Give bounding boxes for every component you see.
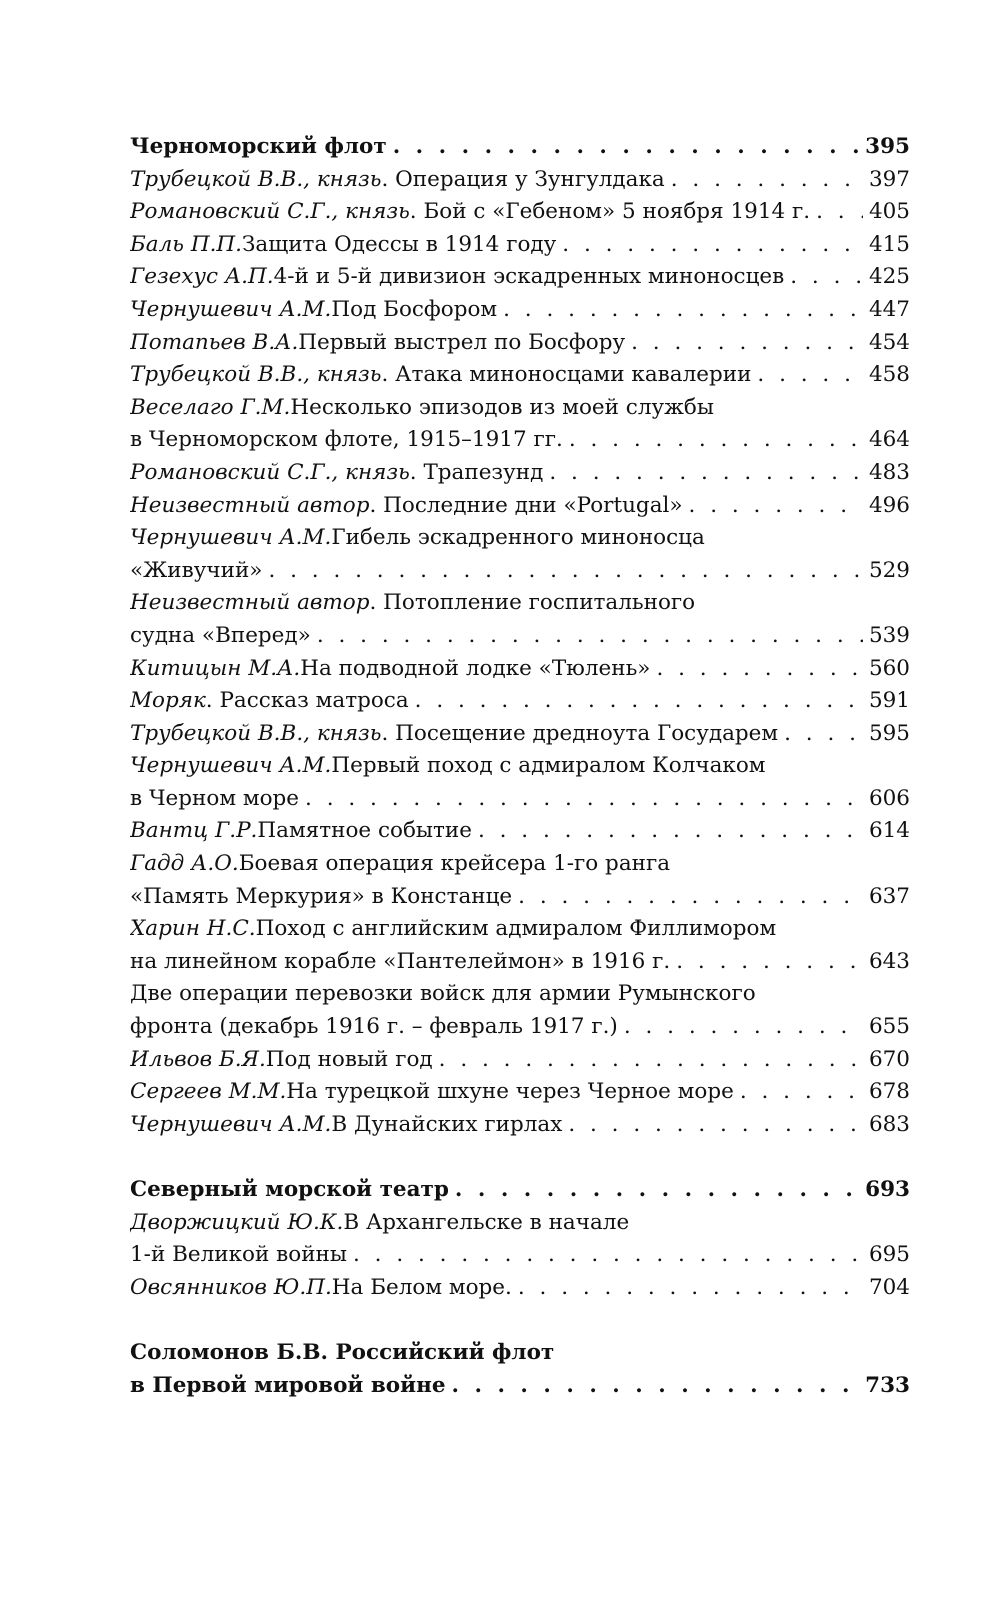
entry-title: . Посещение дредноута Государем	[381, 720, 779, 746]
entry-title: . Рассказ матроса	[205, 688, 409, 714]
entry-title: 4-й и 5-й дивизион эскадренных миноносцев	[273, 264, 785, 290]
toc-entry	[130, 848, 910, 881]
page-number: 733	[865, 1372, 910, 1398]
toc-entry-cont	[130, 946, 910, 979]
dot-leader	[816, 196, 863, 229]
entry-title: Защита Одессы в 1914 году	[242, 231, 557, 257]
page-number: 591	[868, 688, 910, 714]
toc-entry-cont	[130, 1011, 910, 1044]
dot-leader	[740, 1076, 863, 1109]
dot-leader	[478, 815, 863, 848]
page-number: 447	[868, 296, 910, 322]
section-heading	[130, 131, 910, 164]
entry-author: Гезехус А.П.	[130, 264, 274, 290]
page-number: 405	[868, 199, 910, 225]
section-spacer	[130, 1141, 910, 1174]
toc-entry	[130, 587, 910, 620]
page-number: 695	[868, 1242, 910, 1268]
entry-title: . Потопление госпитального	[369, 590, 696, 616]
dot-leader	[452, 1370, 860, 1403]
entry-title: . Последние дни «Portugal»	[369, 492, 683, 518]
page-number: 425	[868, 264, 910, 290]
entry-author: Романовский С.Г., князь	[130, 199, 410, 225]
page-number: 655	[868, 1014, 910, 1040]
page-number: 606	[868, 785, 910, 811]
toc-entry	[130, 522, 910, 555]
toc-entry	[130, 1044, 910, 1077]
entry-title: Несколько эпизодов из моей службы	[290, 394, 714, 420]
toc-entry-cont	[130, 1239, 910, 1272]
section-heading-title: Северный морской театр	[130, 1177, 449, 1202]
entry-title: В Архангельске в начале	[343, 1209, 630, 1235]
entry-author: Моряк	[130, 688, 206, 714]
entry-author: Ильвов Б.Я.	[130, 1046, 266, 1072]
dot-leader	[415, 685, 863, 718]
page-number: 678	[868, 1079, 910, 1105]
dot-leader	[353, 1239, 863, 1272]
entry-author: Вантц Г.Р.	[130, 818, 258, 844]
entry-title: Две операции перевозки войск для армии Румынского	[130, 981, 756, 1007]
dot-leader	[268, 555, 863, 588]
section-spacer	[130, 1304, 910, 1337]
entry-author: Трубецкой В.В., князь	[130, 362, 382, 388]
entry-author: Сергеев М.М.	[130, 1079, 287, 1105]
entry-title-cont: фронта (декабрь 1916 г. – февраль 1917 г.)	[130, 1014, 618, 1040]
toc-entry	[130, 718, 910, 751]
entry-title: Под новый год	[265, 1046, 433, 1072]
dot-leader	[569, 424, 863, 457]
dot-leader	[305, 783, 863, 816]
page-number: 529	[868, 557, 910, 583]
entry-title-cont: «Живучий»	[130, 557, 263, 583]
page-number: 454	[868, 329, 910, 355]
dot-leader	[757, 359, 863, 392]
dot-leader	[676, 946, 863, 979]
dot-leader	[518, 1272, 863, 1305]
page-number: 464	[868, 427, 910, 453]
entry-author: Неизвестный автор	[130, 590, 370, 616]
dot-leader	[631, 327, 863, 360]
dot-leader	[790, 261, 863, 294]
entry-title: В Дунайских гирлах	[331, 1111, 563, 1137]
toc-entry	[130, 164, 910, 197]
toc-entry-cont	[130, 555, 910, 588]
page-number: 539	[868, 622, 910, 648]
page-number: 496	[868, 492, 910, 518]
toc-entry-cont	[130, 881, 910, 914]
entry-title: На подводной лодке «Тюлень»	[300, 655, 651, 681]
entry-title: . Атака миноносцами кавалерии	[381, 362, 752, 388]
page-number: 683	[868, 1111, 910, 1137]
toc-entry-cont	[130, 424, 910, 457]
section-heading	[130, 1337, 910, 1370]
entry-author: Неизвестный автор	[130, 492, 370, 518]
toc-entry	[130, 653, 910, 686]
toc-entry	[130, 685, 910, 718]
toc-entry	[130, 815, 910, 848]
entry-title: На Белом море.	[331, 1274, 512, 1300]
page-number: 595	[868, 720, 910, 746]
dot-leader	[624, 1011, 863, 1044]
section-heading-title-cont: в Первой мировой войне	[130, 1372, 446, 1398]
entry-author: Харин Н.С.	[130, 916, 256, 942]
toc-entry	[130, 229, 910, 262]
toc-entry	[130, 1076, 910, 1109]
entry-author: Китицын М.А.	[130, 655, 301, 681]
entry-author: Дворжицкий Ю.К.	[130, 1209, 344, 1235]
entry-author: Чернушевич А.М.	[130, 525, 332, 551]
toc-entry-cont	[130, 620, 910, 653]
entry-title-cont: в Черноморском флоте, 1915–1917 гг.	[130, 427, 563, 453]
entry-title-cont: 1-й Великой войны	[130, 1242, 347, 1268]
toc-entry	[130, 359, 910, 392]
entry-title: Под Босфором	[331, 296, 498, 322]
entry-title: На турецкой шхуне через Черное море	[286, 1079, 734, 1105]
page-number: 637	[868, 883, 910, 909]
toc-entry-cont	[130, 783, 910, 816]
entry-author: Баль П.П.	[130, 231, 243, 257]
dot-leader	[455, 1174, 859, 1207]
entry-title: Гибель эскадренного миноносца	[331, 525, 705, 551]
toc-entry	[130, 978, 910, 1011]
toc-entry	[130, 327, 910, 360]
toc-entry	[130, 196, 910, 229]
entry-author: Трубецкой В.В., князь	[130, 166, 382, 192]
dot-leader	[562, 229, 863, 262]
entry-title: Боевая операция крейсера 1-го ранга	[238, 851, 671, 877]
toc-entry	[130, 294, 910, 327]
entry-title: Поход с английским адмиралом Филлимором	[255, 916, 777, 942]
entry-title-cont: судна «Вперед»	[130, 622, 311, 648]
entry-author: Чернушевич А.М.	[130, 1111, 332, 1137]
dot-leader	[317, 620, 863, 653]
dot-leader	[568, 1109, 863, 1142]
entry-title: . Операция у Зунгулдака	[381, 166, 665, 192]
dot-leader	[439, 1044, 863, 1077]
section-heading-title: Черноморский флот	[130, 134, 387, 159]
page-number: 483	[868, 459, 910, 485]
dot-leader	[503, 294, 863, 327]
page-number: 693	[865, 1177, 910, 1202]
section-heading-title: Соломонов Б.В. Российский флот	[130, 1339, 555, 1365]
dot-leader	[518, 881, 863, 914]
dot-leader	[549, 457, 863, 490]
toc-entry	[130, 490, 910, 523]
entry-author: Потапьев В.А.	[130, 329, 299, 355]
entry-title: Памятное событие	[257, 818, 472, 844]
dot-leader	[656, 653, 862, 686]
entry-title-cont: на линейном корабле «Пантелеймон» в 1916 г.	[130, 948, 671, 974]
toc-entry	[130, 1109, 910, 1142]
toc-entry	[130, 913, 910, 946]
entry-author: Чернушевич А.М.	[130, 296, 332, 322]
dot-leader	[393, 131, 859, 164]
toc-entry	[130, 750, 910, 783]
toc-entry	[130, 261, 910, 294]
entry-author: Веселаго Г.М.	[130, 394, 291, 420]
toc-entry	[130, 1207, 910, 1240]
entry-title-cont: «Память Меркурия» в Констанце	[130, 883, 513, 909]
toc-entry	[130, 392, 910, 425]
toc-entry	[130, 457, 910, 490]
entry-title: Первый поход с адмиралом Колчаком	[331, 753, 766, 779]
dot-leader	[784, 718, 863, 751]
dot-leader	[671, 164, 863, 197]
page-number: 670	[868, 1046, 910, 1072]
dot-leader	[689, 490, 863, 523]
entry-title: . Бой с «Гебеном» 5 ноября 1914 г.	[409, 199, 811, 225]
entry-author: Романовский С.Г., князь	[130, 459, 410, 485]
entry-author: Чернушевич А.М.	[130, 753, 332, 779]
page-number: 415	[868, 231, 910, 257]
page-number: 614	[868, 818, 910, 844]
page-number: 395	[865, 134, 910, 159]
section-heading-cont	[130, 1370, 910, 1403]
entry-author: Овсянников Ю.П.	[130, 1274, 332, 1300]
entry-author: Трубецкой В.В., князь	[130, 720, 382, 746]
entry-title: Первый выстрел по Босфору	[298, 329, 626, 355]
section-heading	[130, 1174, 910, 1207]
table-of-contents	[130, 131, 910, 1402]
page-number: 704	[868, 1274, 910, 1300]
entry-author: Гадд А.О.	[130, 851, 239, 877]
entry-title-cont: в Черном море	[130, 785, 300, 811]
page-number: 397	[868, 166, 910, 192]
entry-title: . Трапезунд	[409, 459, 544, 485]
toc-entry	[130, 1272, 910, 1305]
page-number: 458	[868, 362, 910, 388]
page-number: 560	[868, 655, 910, 681]
page-number: 643	[868, 948, 910, 974]
